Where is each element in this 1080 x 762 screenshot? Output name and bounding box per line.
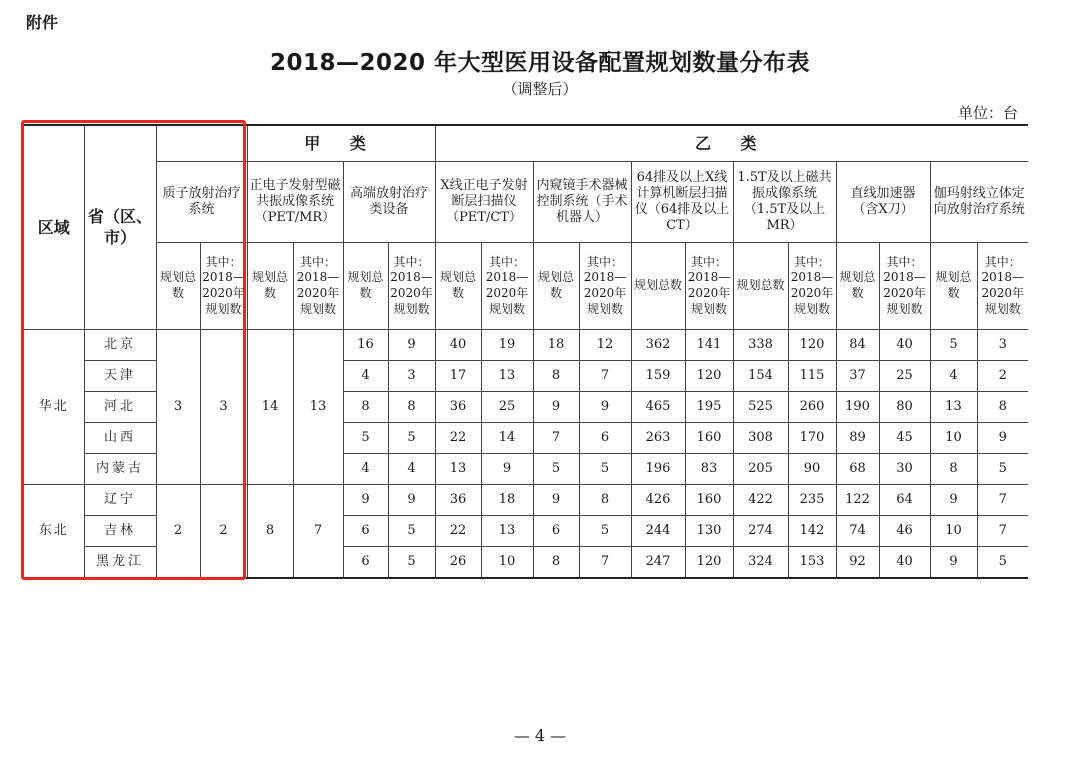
value-cell: 5 <box>930 330 977 361</box>
value-cell: 5 <box>388 516 435 547</box>
header-device: X线正电子发射断层扫描仪（PET/CT） <box>435 162 533 243</box>
value-cell: 9 <box>481 454 533 485</box>
value-cell: 260 <box>788 392 836 423</box>
value-cell: 4 <box>343 361 388 392</box>
value-cell: 263 <box>631 423 685 454</box>
province-name: 内蒙古 <box>84 454 156 485</box>
value-cell: 170 <box>788 423 836 454</box>
allocation-table <box>24 124 1028 579</box>
value-cell: 6 <box>533 516 579 547</box>
header-device: 64排及以上X线计算机断层扫描仪（64排及以上CT） <box>631 162 733 243</box>
value-cell: 141 <box>685 330 733 361</box>
value-cell: 3 <box>977 330 1028 361</box>
value-cell: 9 <box>343 485 388 516</box>
proton-plan: 2 <box>200 485 247 579</box>
value-cell: 7 <box>533 423 579 454</box>
value-cell: 6 <box>343 516 388 547</box>
proton-total: 3 <box>156 330 200 485</box>
attachment-label: 附件 <box>26 13 59 32</box>
header-plan-2018-2020: 其中：2018—2020年规划数 <box>200 243 247 330</box>
province-name: 吉林 <box>84 516 156 547</box>
header-plan-total: 规划总数 <box>156 243 200 330</box>
value-cell: 247 <box>631 547 685 579</box>
value-cell: 115 <box>788 361 836 392</box>
header-plan-2018-2020: 其中：2018—2020年规划数 <box>879 243 930 330</box>
value-cell: 159 <box>631 361 685 392</box>
header-plan-total: 规划总数 <box>533 243 579 330</box>
value-cell: 9 <box>533 485 579 516</box>
header-device: 高端放射治疗类设备 <box>343 162 435 243</box>
value-cell: 25 <box>481 392 533 423</box>
value-cell: 9 <box>388 330 435 361</box>
unit-label: 单位：台 <box>957 104 1018 122</box>
value-cell: 5 <box>388 423 435 454</box>
value-cell: 2 <box>977 361 1028 392</box>
value-cell: 30 <box>879 454 930 485</box>
value-cell: 12 <box>579 330 631 361</box>
value-cell: 4 <box>343 454 388 485</box>
value-cell: 14 <box>481 423 533 454</box>
value-cell: 9 <box>930 485 977 516</box>
value-cell: 10 <box>930 516 977 547</box>
value-cell: 18 <box>481 485 533 516</box>
value-cell: 308 <box>733 423 788 454</box>
value-cell: 36 <box>435 392 481 423</box>
value-cell: 525 <box>733 392 788 423</box>
header-plan-total: 规划总数 <box>836 243 879 330</box>
value-cell: 9 <box>930 547 977 579</box>
value-cell: 64 <box>879 485 930 516</box>
value-cell: 5 <box>977 454 1028 485</box>
header-device: 伽玛射线立体定向放射治疗系统 <box>930 162 1028 243</box>
value-cell: 8 <box>533 547 579 579</box>
value-cell: 7 <box>579 547 631 579</box>
header-device: 质子放射治疗系统 <box>156 162 247 243</box>
header-category-a: 甲 类 <box>247 125 435 162</box>
value-cell: 10 <box>930 423 977 454</box>
value-cell: 190 <box>836 392 879 423</box>
proton-plan: 3 <box>200 330 247 485</box>
value-cell: 195 <box>685 392 733 423</box>
document-subtitle: （调整后） <box>502 80 578 98</box>
value-cell: 5 <box>533 454 579 485</box>
value-cell: 324 <box>733 547 788 579</box>
value-cell: 9 <box>977 423 1028 454</box>
value-cell: 8 <box>388 392 435 423</box>
value-cell: 196 <box>631 454 685 485</box>
header-category-b: 乙 类 <box>435 125 1028 162</box>
header-plan-2018-2020: 其中：2018—2020年规划数 <box>977 243 1028 330</box>
value-cell: 8 <box>343 392 388 423</box>
value-cell: 205 <box>733 454 788 485</box>
value-cell: 13 <box>481 361 533 392</box>
value-cell: 130 <box>685 516 733 547</box>
value-cell: 4 <box>930 361 977 392</box>
header-plan-total: 规划总数 <box>733 243 788 330</box>
value-cell: 120 <box>685 361 733 392</box>
table-row <box>24 330 1028 361</box>
value-cell: 9 <box>579 392 631 423</box>
header-blank <box>156 125 247 162</box>
value-cell: 6 <box>579 423 631 454</box>
value-cell: 22 <box>435 516 481 547</box>
province-name: 山西 <box>84 423 156 454</box>
province-name: 天津 <box>84 361 156 392</box>
value-cell: 122 <box>836 485 879 516</box>
value-cell: 40 <box>879 330 930 361</box>
value-cell: 8 <box>930 454 977 485</box>
header-device: 1.5T及以上磁共振成像系统（1.5T及以上 MR） <box>733 162 836 243</box>
region-name: 华北 <box>24 330 84 485</box>
value-cell: 80 <box>879 392 930 423</box>
value-cell: 465 <box>631 392 685 423</box>
header-plan-2018-2020: 其中：2018—2020年规划数 <box>293 243 343 330</box>
value-cell: 68 <box>836 454 879 485</box>
value-cell: 9 <box>533 392 579 423</box>
header-plan-2018-2020: 其中：2018—2020年规划数 <box>579 243 631 330</box>
value-cell: 5 <box>579 454 631 485</box>
value-cell: 10 <box>481 547 533 579</box>
header-plan-total: 规划总数 <box>435 243 481 330</box>
value-cell: 120 <box>788 330 836 361</box>
value-cell: 89 <box>836 423 879 454</box>
value-cell: 5 <box>388 547 435 579</box>
value-cell: 13 <box>930 392 977 423</box>
value-cell: 13 <box>481 516 533 547</box>
value-cell: 40 <box>435 330 481 361</box>
value-cell: 16 <box>343 330 388 361</box>
table-row <box>24 485 1028 516</box>
header-device: 直线加速器（含X刀） <box>836 162 930 243</box>
petmr-total: 8 <box>247 485 293 579</box>
petmr-plan: 13 <box>293 330 343 485</box>
province-name: 河北 <box>84 392 156 423</box>
value-cell: 154 <box>733 361 788 392</box>
header-device: 正电子发射型磁共振成像系统（PET/MR） <box>247 162 343 243</box>
header-plan-total: 规划总数 <box>930 243 977 330</box>
province-name: 黑龙江 <box>84 547 156 579</box>
region-name: 东北 <box>24 485 84 579</box>
value-cell: 4 <box>388 454 435 485</box>
value-cell: 13 <box>435 454 481 485</box>
value-cell: 46 <box>879 516 930 547</box>
header-province: 省（区、市） <box>84 125 156 330</box>
header-plan-total: 规划总数 <box>631 243 685 330</box>
header-plan-2018-2020: 其中：2018—2020年规划数 <box>788 243 836 330</box>
value-cell: 8 <box>579 485 631 516</box>
header-plan-total: 规划总数 <box>343 243 388 330</box>
value-cell: 92 <box>836 547 879 579</box>
value-cell: 45 <box>879 423 930 454</box>
value-cell: 40 <box>879 547 930 579</box>
value-cell: 22 <box>435 423 481 454</box>
value-cell: 8 <box>533 361 579 392</box>
province-name: 北京 <box>84 330 156 361</box>
header-plan-total: 规划总数 <box>247 243 293 330</box>
value-cell: 26 <box>435 547 481 579</box>
header-plan-2018-2020: 其中：2018—2020年规划数 <box>388 243 435 330</box>
value-cell: 160 <box>685 423 733 454</box>
value-cell: 120 <box>685 547 733 579</box>
value-cell: 244 <box>631 516 685 547</box>
header-region: 区域 <box>24 125 84 330</box>
page-number: — 4 — <box>513 726 567 745</box>
value-cell: 3 <box>388 361 435 392</box>
petmr-total: 14 <box>247 330 293 485</box>
value-cell: 338 <box>733 330 788 361</box>
value-cell: 19 <box>481 330 533 361</box>
petmr-plan: 7 <box>293 485 343 579</box>
header-device: 内窥镜手术器械控制系统（手术机器人） <box>533 162 631 243</box>
value-cell: 37 <box>836 361 879 392</box>
value-cell: 5 <box>579 516 631 547</box>
value-cell: 153 <box>788 547 836 579</box>
value-cell: 9 <box>388 485 435 516</box>
header-plan-2018-2020: 其中：2018—2020年规划数 <box>685 243 733 330</box>
value-cell: 235 <box>788 485 836 516</box>
value-cell: 18 <box>533 330 579 361</box>
proton-total: 2 <box>156 485 200 579</box>
value-cell: 84 <box>836 330 879 361</box>
value-cell: 362 <box>631 330 685 361</box>
value-cell: 83 <box>685 454 733 485</box>
value-cell: 6 <box>343 547 388 579</box>
value-cell: 17 <box>435 361 481 392</box>
document-title: 2018—2020 年大型医用设备配置规划数量分布表 <box>269 50 811 76</box>
value-cell: 160 <box>685 485 733 516</box>
value-cell: 8 <box>977 392 1028 423</box>
value-cell: 90 <box>788 454 836 485</box>
value-cell: 7 <box>977 516 1028 547</box>
value-cell: 7 <box>579 361 631 392</box>
value-cell: 274 <box>733 516 788 547</box>
value-cell: 36 <box>435 485 481 516</box>
value-cell: 25 <box>879 361 930 392</box>
value-cell: 5 <box>343 423 388 454</box>
value-cell: 74 <box>836 516 879 547</box>
value-cell: 142 <box>788 516 836 547</box>
province-name: 辽宁 <box>84 485 156 516</box>
value-cell: 7 <box>977 485 1028 516</box>
header-plan-2018-2020: 其中：2018—2020年规划数 <box>481 243 533 330</box>
value-cell: 422 <box>733 485 788 516</box>
value-cell: 426 <box>631 485 685 516</box>
value-cell: 5 <box>977 547 1028 579</box>
